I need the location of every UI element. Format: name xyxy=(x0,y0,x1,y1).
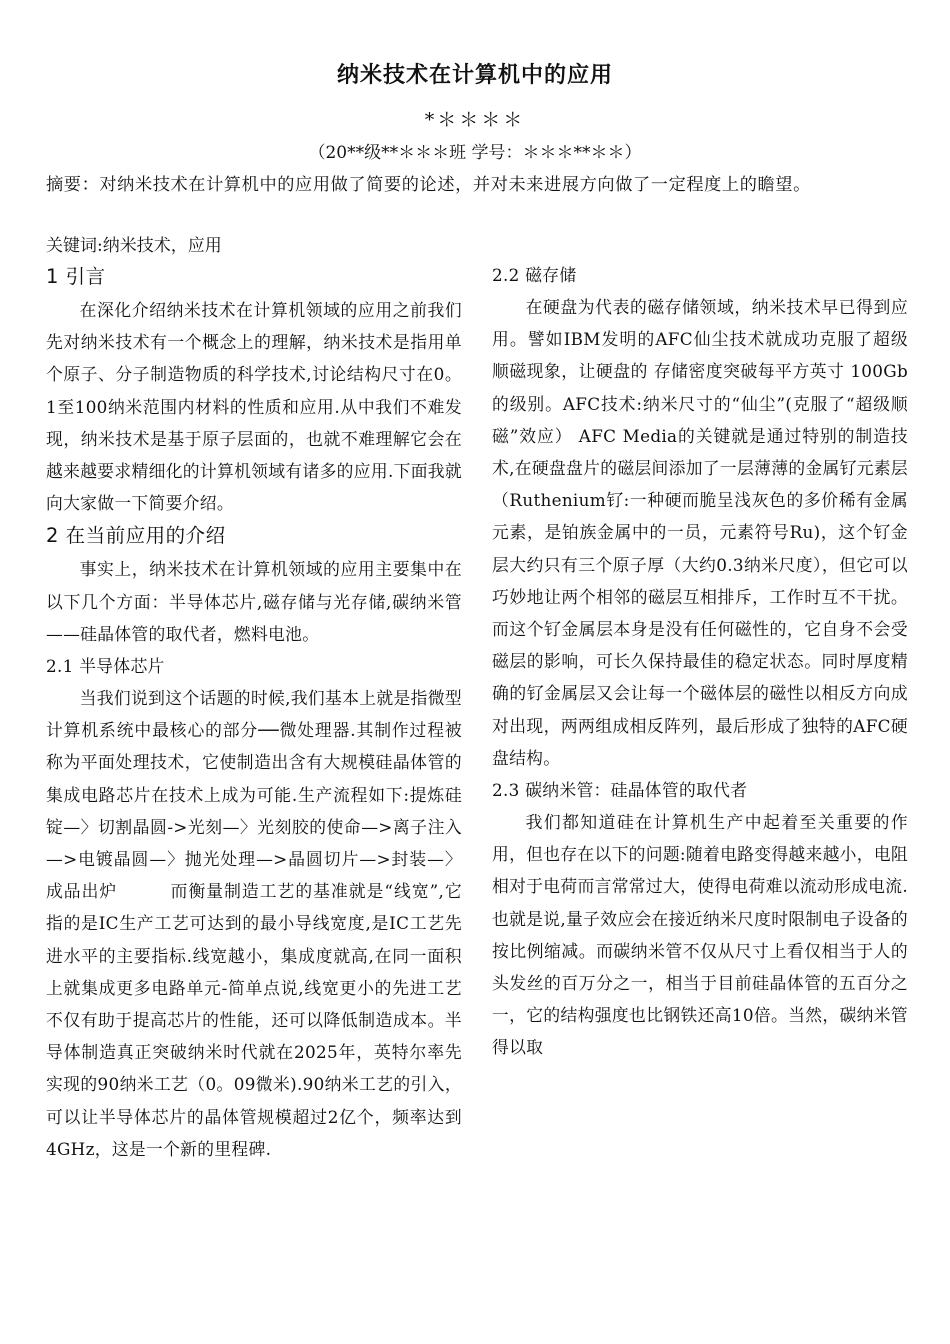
paragraph-semiconductor: 当我们说到这个话题的时候,我们基本上就是指微型计算机系统中最核心的部分──微处理器.其制作过程被称为平面处理技术，它使制造出含有大规模硅晶体管的集成电路芯片在技术上成为可能.生产流程如下:提炼硅锭—〉切割晶圆->光刻—〉光刻胶的使命—>离子注入—>电镀晶圆—〉抛光处理—>晶圆切片—>封装—〉成品出炉 而衡量制造工艺的基准就是“线宽”,它指的是IC生产工艺可达到的最小导线宽度,是IC工艺先进水平的主要指标.线宽越小，集成度就高,在同一面积上就集成更多电路单元-简单点说,线宽更小的先进工艺不仅有助于提高芯片的性能，还可以降低制造成本。半导体制造真正突破纳米时代就在2025年，英特尔率先实现的90纳米工艺（0。09微米).90纳米工艺的引入，可以让半导体芯片的晶体管规模超过2亿个，频率达到4GHz，这是一个新的里程碑. xyxy=(46,688,462,1159)
subsection-heading-magnetic-storage: 2.2 磁存储 xyxy=(492,265,577,285)
paragraph-magnetic-storage: 在硬盘为代表的磁存储领域，纳米技术早已得到应用。譬如IBM发明的AFC仙尘技术就成功克服了超级顺磁现象，让硬盘的 存储密度突破每平方英寸 100Gb 的级别。AFC技术:纳米尺寸的“仙尘”(克服了“超级顺磁”效应） AFC Media的关键就是通过特别的制造技术,在硬盘盘片的磁层间添加了一层薄薄的金属钌元素层（Ruthenium钌:一种硬而脆呈浅灰色的多价稀有金属元素，是铂族金属中的一员，元素符号Ru)，这个钌金层大约只有三个原子厚（大约0.3纳米尺度），但它可以巧妙地让两个相邻的磁层互相排斥，工作时互不干扰。而这个钌金属层本身是没有任何磁性的，它自身不会受磁层的影响，可长久保持最佳的稳定状态。同时厚度精确的钌金属层又会让每一个磁体层的磁性以相反方向成对出现，两两组成相反阵列，最后形成了独特的AFC硬盘结构。 xyxy=(492,297,908,768)
document-title: 纳米技术在计算机中的应用 xyxy=(336,63,613,88)
subsection-heading-carbon-nanotube: 2.3 碳纳米管：硅晶体管的取代者 xyxy=(492,780,748,801)
left-column xyxy=(46,260,462,1165)
paragraph-applications: 事实上，纳米技术在计算机领域的应用主要集中在以下几个方面：半导体芯片,磁存储与光存储,碳纳米管——硅晶体管的取代者，燃料电池。 xyxy=(46,559,462,644)
subsection-heading-semiconductor: 2.1 半导体芯片 xyxy=(46,656,165,677)
abstract: 摘要：对纳米技术在计算机中的应用做了简要的论述，并对未来进展方向做了一定程度上的瞻望。 xyxy=(46,175,811,195)
section-heading-intro: 1 引言 xyxy=(46,265,106,288)
author-line: *＊＊＊＊ xyxy=(424,109,526,131)
paragraph-carbon-nanotube: 我们都知道硅在计算机生产中起着至关重要的作用，但也存在以下的问题:随着电路变得越来越小，电阻相对于电荷而言常常过大，使得电荷难以流动形成电流.也就是说,量子效应会在接近纳米尺度时限制电子设备的按比例缩减。而碳纳米管不仅从尺寸上看仅相当于人的头发丝的百万分之一，相当于目前硅晶体管的五百分之一，它的结构强度也比钢铁还高10倍。当然，碳纳米管得以取 xyxy=(492,812,908,1058)
paragraph-intro: 在深化介绍纳米技术在计算机领域的应用之前我们先对纳米技术有一个概念上的理解，纳米技术是指用单个原子、分子制造物质的科学技术,讨论结构尺寸在0。1至100纳米范围内材料的性质和应用.从中我们不难发现，纳米技术是基于原子层面的，也就不难理解它会在越来越要求精细化的计算机领域有诸多的应用.下面我就向大家做一下简要介绍。 xyxy=(46,300,462,514)
section-heading-applications: 2 在当前应用的介绍 xyxy=(46,524,226,548)
affiliation-line: （20**级**＊＊＊班 学号：＊＊＊**＊＊） xyxy=(308,143,642,163)
right-column xyxy=(492,259,908,1064)
keywords: 关键词:纳米技术，应用 xyxy=(46,236,222,256)
